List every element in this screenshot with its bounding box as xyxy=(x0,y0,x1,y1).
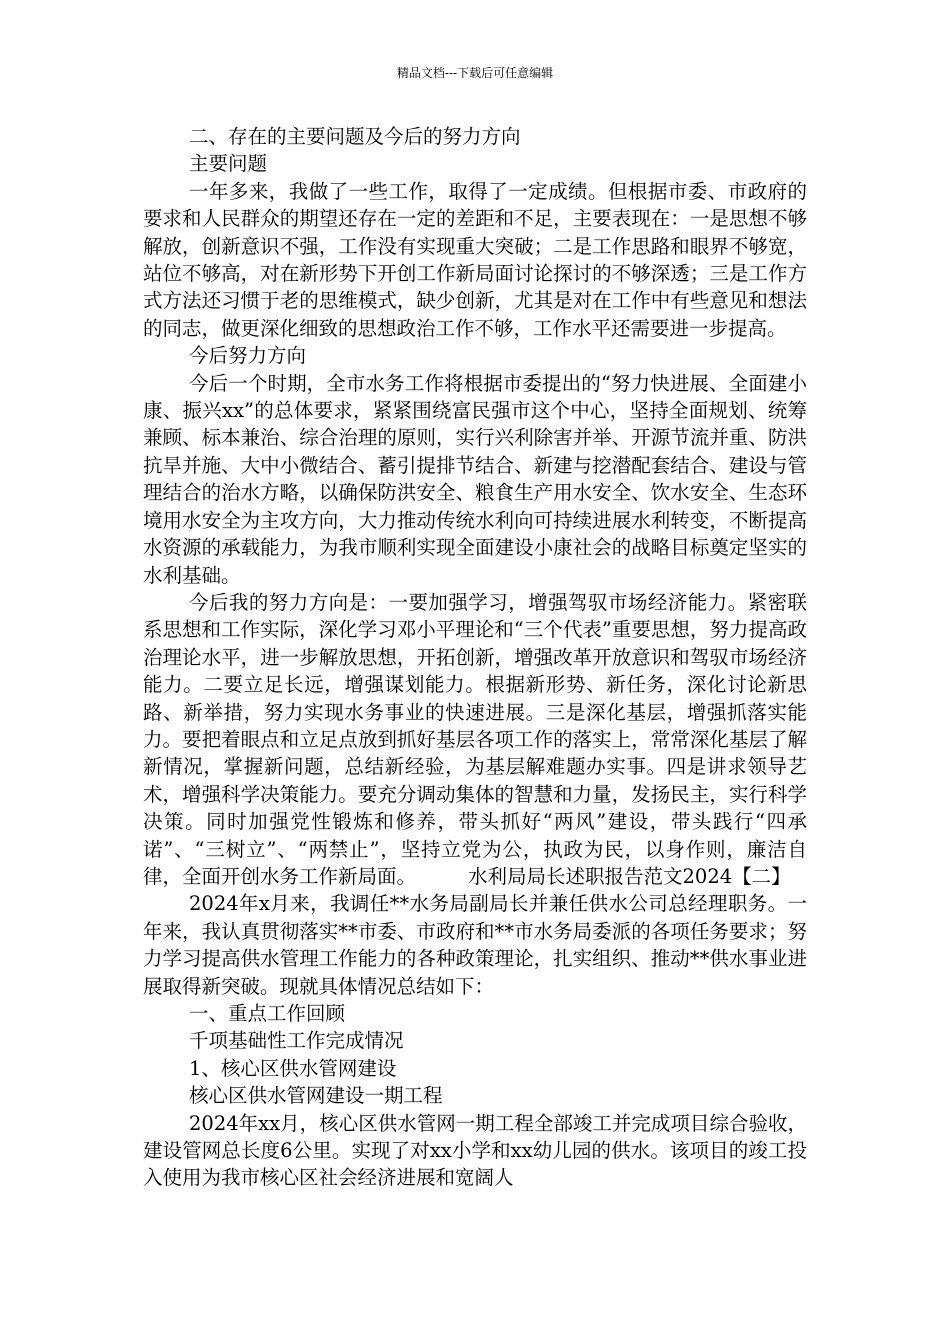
page-header: 精品文档---下载后可任意编辑 xyxy=(396,66,554,80)
subheading-main-problems: 主要问题 xyxy=(189,152,268,176)
paragraph-future-direction: 今后一个时期，全市水务工作将根据市委提出的“努力快进展、全面建小康、振兴xx”的总体要求，紧紧围绕富民强市这个中心，坚持全面规划、统筹兼顾、标本兼治、综合治理的原则，实行兴利除害并举、开源节流并重、防洪抗旱并施、大中小微结合、蓄引提排节结合、新建与挖潜配套结合、建设与管理结合的治水方略，以确保防洪安全、粮食生产用水安全、饮水安全、生态环境用水安全为主攻方向，大力推动传统水利向可持续进展水利转变，不断提高水资源的承载能力，为我市顺利实现全面建设小康社会的战略目标奠定坚实的水利基础。 xyxy=(143,371,807,587)
section-heading-problems-and-direction: 二、存在的主要问题及今后的努力方向 xyxy=(189,125,521,148)
report-title: 水利局局长述职报告范文2024【二】 xyxy=(468,864,791,888)
paragraph-phase-one: 2024年xx月，核心区供水管网一期工程全部竣工并完成项目综合验收，建设管网总长度6公里。实现了对xx小学和xx幼儿园的供水。该项目的竣工投入使用为我市核心区社会经济进展和宽阔人 xyxy=(143,1111,807,1190)
my-direction-text: 今后我的努力方向是：一要加强学习，增强驾驭市场经济能力。紧密联系思想和工作实际，深化学习邓小平理论和“三个代表”重要思想，努力提高政治理论水平，进一步解放思想，开拓创新，增强改革开放意识和驾驭市场经济能力。二要立足长远，增强谋划能力。根据新形势、新任务，深化讨论新思路、新举措，努力实现水务事业的快速进展。三是深化基层，增强抓落实能力。要把着眼点和立足点放到抓好基层各项工作的落实上，常常深化基层了解新情况，掌握新问题，总结新经验，为基层解难题办实事。四是讲求领导艺术，增强科学决策能力。要充分调动集体的智慧和力量，发扬民主，实行科学决策。同时加强党性锻炼和修养，带头抓好“两风”建设，带头践行“四承诺”、“三树立”、“两禁止”，坚持立党为公，执政为民，以身作则，廉洁自律，全面开创水务工作新局面。 xyxy=(143,590,807,888)
section-heading-key-work-review: 一、重点工作回顾 xyxy=(189,1002,346,1025)
subheading-core-pipeline: 1、核心区供水管网建设 xyxy=(189,1056,397,1080)
subheading-basic-work: 千项基础性工作完成情况 xyxy=(189,1029,404,1053)
paragraph-my-direction xyxy=(143,589,807,890)
paragraph-intro: 2024年x月来，我调任**水务局副局长并兼任供水公司总经理职务。一年来，我认真贯彻落实**市委、市政府和**市水务局委派的各项任务要求；努力学习提高供水管理工作能力的各种政策理论，扎实组织、推动**供水事业进展取得新突破。现就具体情况总结如下： xyxy=(143,892,807,998)
document-body xyxy=(143,123,807,1192)
subheading-future-direction: 今后努力方向 xyxy=(189,344,307,368)
paragraph-main-problems: 一年多来，我做了一些工作，取得了一定成绩。但根据市委、市政府的要求和人民群众的期望还存在一定的差距和不足，主要表现在：一是思想不够解放，创新意识不强，工作没有实现重大突破；二是工作思路和眼界不够宽，站位不够高，对在新形势下开创工作新局面讨论探讨的不够深透；三是工作方式方法还习惯于老的思维模式，缺少创新，尤其是对在工作中有些意见和想法的同志，做更深化细致的思想政治工作不够，工作水平还需要进一步提高。 xyxy=(143,179,807,340)
subheading-phase-one: 核心区供水管网建设一期工程 xyxy=(189,1084,443,1108)
